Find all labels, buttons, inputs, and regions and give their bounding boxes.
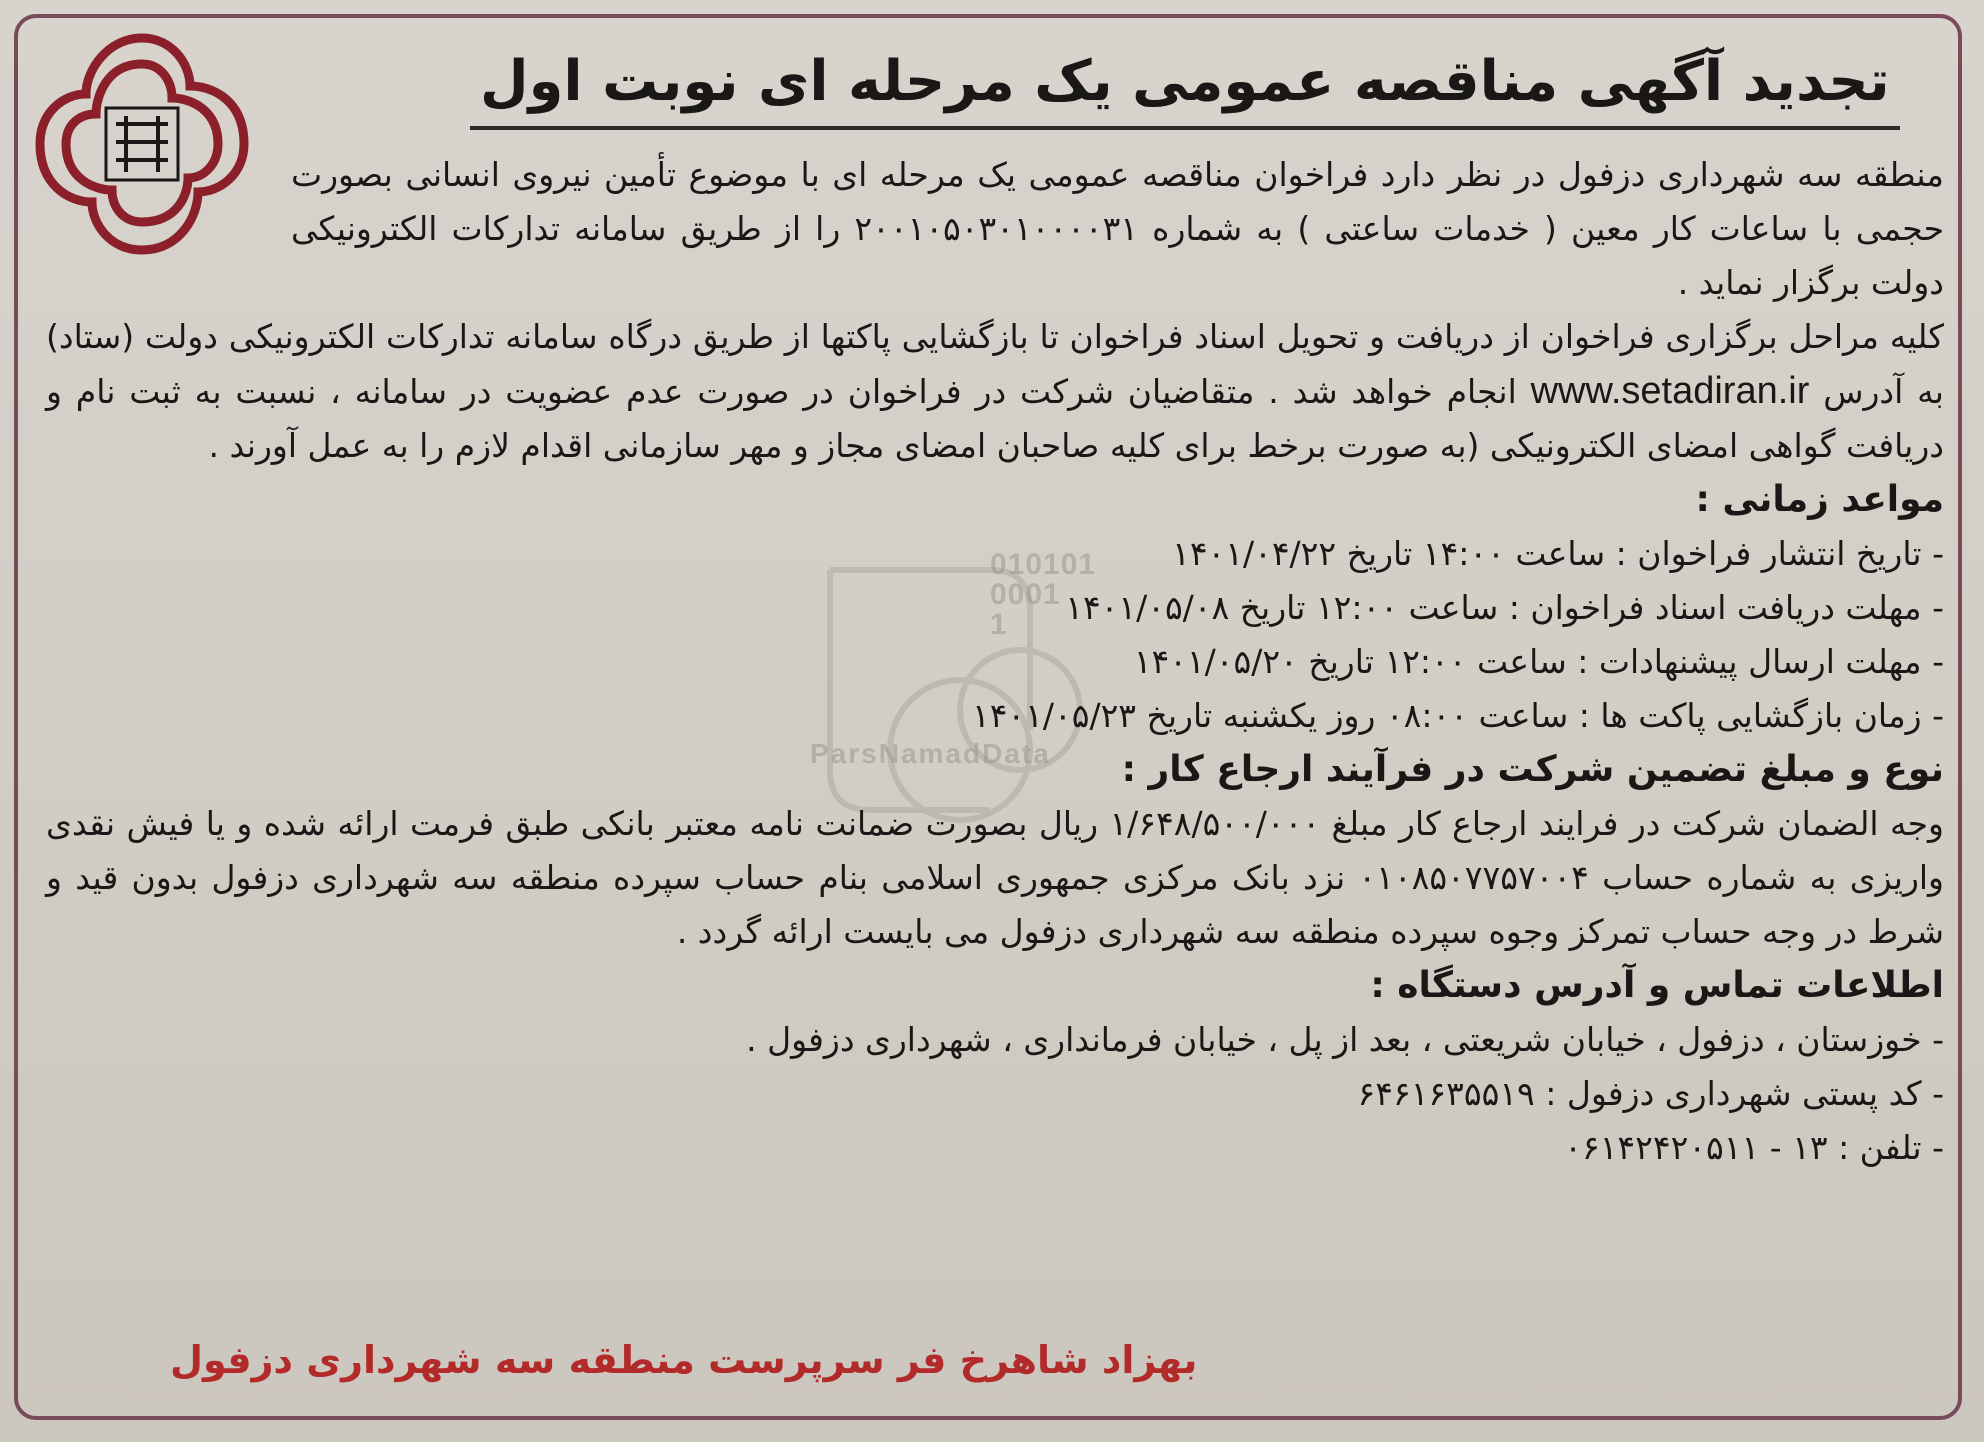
watermark-binary-line: 0001: [990, 578, 1061, 611]
schedule-item: - زمان بازگشایی پاکت ها : ساعت ۰۸:۰۰ روز یکشنبه تاریخ ۱۴۰۱/۰۵/۲۳: [971, 696, 1944, 735]
process-text-post: انجام خواهد شد . متقاضیان شرکت در فراخوان در صورت عدم عضویت در سامانه ، نسبت به ثبت نام و دریافت گواهی امضای الکترونیکی (به صورت برخط برای کلیه صاحبان امضای مجاز و مهر سازمانی اقدام لازم را به عمل آورند .: [46, 372, 1944, 465]
contact-postal-code: - کد پستی شهرداری دزفول : ۶۴۶۱۶۳۵۵۱۹: [1357, 1074, 1944, 1113]
schedule-heading: مواعد زمانی :: [1695, 479, 1944, 520]
guarantee-heading: نوع و مبلغ تضمین شرکت در فرآیند ارجاع کار :: [1121, 749, 1944, 790]
notice-title-wrap: [470, 42, 1890, 130]
notice-title: تجدید آگهی مناقصه عمومی یک مرحله ای نوبت اول: [470, 42, 1900, 130]
watermark-binary-line: 1: [990, 608, 1008, 641]
watermark-brand: ParsNamadData: [810, 738, 1051, 769]
guarantee-paragraph: وجه الضمان شرکت در فرایند ارجاع کار مبلغ ۱/۶۴۸/۵۰۰/۰۰۰ ریال بصورت ضمانت نامه معتبر بانکی طبق فرمت ارائه شده و یا فیش نقدی واریزی به شماره حساب ۰۱۰۸۵۰۷۷۵۷۰۰۴ نزد بانک مرکزی جمهوری اسلامی بنام حساب سپرده منطقه سه شهرداری دزفول بدون قید و شرط در وجه حساب تمرکز وجوه سپرده منطقه سه شهرداری دزفول می بایست ارائه گردد .: [46, 804, 1944, 951]
schedule-item: - مهلت دریافت اسناد فراخوان : ساعت ۱۲:۰۰ تاریخ ۱۴۰۱/۰۵/۰۸: [1065, 588, 1944, 627]
notice-body: [46, 148, 1944, 1175]
watermark-binary-line: 010101: [990, 548, 1097, 581]
process-text-pre: کلیه مراحل برگزاری فراخوان از دریافت و تحویل اسناد فراخوان تا بازگشایی پاکتها از طریق درگاه سامانه تدارکات الکترونیکی دولت (ستاد) به آدرس: [46, 317, 1944, 411]
intro-paragraph: منطقه سه شهرداری دزفول در نظر دارد فراخوان مناقصه عمومی یک مرحله ای با موضوع تأمین نیروی انسانی بصورت حجمی با ساعات کار معین ( خدمات ساعتی ) به شماره ۲۰۰۱۰۵۰۳۰۱۰۰۰۰۳۱ را از طریق سامانه تدارکات الکترونیکی دولت برگزار نماید .: [291, 155, 1944, 302]
contact-heading: اطلاعات تماس و آدرس دستگاه :: [1370, 965, 1944, 1006]
contact-phone: - تلفن : ۱۳ - ۰۶۱۴۲۴۲۰۵۱۱: [1564, 1128, 1944, 1167]
process-paragraph: [46, 310, 1944, 473]
schedule-item: - تاریخ انتشار فراخوان : ساعت ۱۴:۰۰ تاریخ ۱۴۰۱/۰۴/۲۲: [1172, 534, 1944, 573]
setad-url: www.setadiran.ir: [1530, 370, 1810, 412]
schedule-item: - مهلت ارسال پیشنهادات : ساعت ۱۲:۰۰ تاریخ ۱۴۰۱/۰۵/۲۰: [1133, 642, 1944, 681]
signature-line: بهزاد شاهرخ فر سرپرست منطقه سه شهرداری دزفول: [170, 1338, 1198, 1382]
contact-address: - خوزستان ، دزفول ، خیابان شریعتی ، بعد از پل ، خیابان فرمانداری ، شهرداری دزفول .: [746, 1020, 1944, 1059]
